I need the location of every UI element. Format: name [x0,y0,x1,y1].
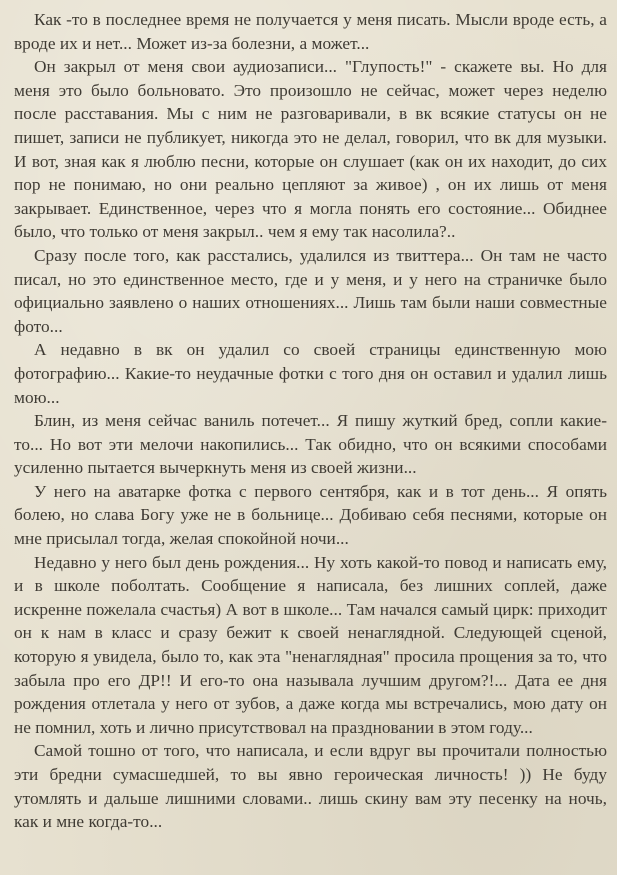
paragraph-8: Самой тошно от того, что написала, и если вдруг вы прочитали полностью эти бредни сумасшедшей, то вы явно героическая личность! )) Не буду утомлять и дальше лишними словами.. лишь скину вам эту песенку на ночь, как и мне когда-то... [14,741,607,832]
document-body [14,8,607,834]
paragraph-1: Как -то в последнее время не получается у меня писать. Мысли вроде есть, а вроде их и нет... Может из-за болезни, а может... [14,10,607,53]
paragraph-6: У него на аватарке фотка с первого сентября, как и в тот день... Я опять болею, но слава Богу уже не в больнице... Добиваю себя песнями, которые он мне присылал тогда, желая спокойной ночи... [14,481,607,549]
paragraph-4: А недавно в вк он удалил со своей страницы единственную мою фотографию... Какие-то неудачные фотки с того дня он оставил и удалил лишь мою... [14,340,607,407]
paragraph-5: Блин, из меня сейчас ваниль потечет... Я пишу жуткий бред, сопли какие-то... Но вот эти мелочи накопились... Так обидно, что он всякими способами усиленно пытается вычеркнуть меня из своей жизни... [14,411,607,478]
paragraph-2: Он закрыл от меня свои аудиозаписи... "Глупость!" - скажете вы. Но для меня это было больновато. Это произошло не сейчас, может через неделю после расставания. Мы с ним не разговаривали, в вк всякие статусы он не пишет, записи не публикует, никогда это не делал, говорил, что вк для музыки. И вот, зная как я люблю песни, которые он слушает (как он их находит, до сих пор не понимаю, но они реально цепляют за живое) , он их лишь от меня закрывает. Единственное, через что я могла понять его состояние... Обиднее было, что только от меня закрыл.. чем я ему так насолила?.. [14,57,607,242]
paragraph-7: Недавно у него был день рождения... Ну хоть какой-то повод и написать ему, и в школе поболтать. Сообщение я написала, без лишних соплей, даже искренне пожелала счастья) А вот в школе... Там начался самый цирк: приходит он к нам в класс и сразу бежит к своей ненаглядной. Следующей сценой, которую я увидела, было то, как эта "ненаглядная" просила прощения за то, что забыла про его ДР!! И его-то она называла лучшим другом?!... Дата ее дня рождения отлетала у него от зубов, а даже когда мы встречались, мою дату он не помнил, хоть и лично присутствовал на праздновании в этом году... [14,552,607,737]
paragraph-3: Сразу после того, как расстались, удалился из твиттера... Он там не часто писал, но это единственное место, где и у меня, и у него на страничке было официально заявлено о наших отношениях... Лишь там были наши совместные фото... [14,245,607,336]
